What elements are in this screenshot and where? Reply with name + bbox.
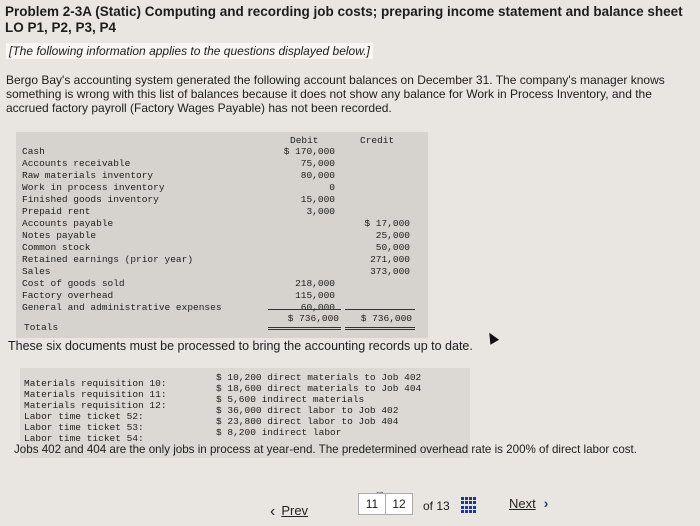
credit-amount: 373,000 bbox=[370, 266, 410, 277]
chevron-left-icon: ‹ bbox=[270, 503, 276, 520]
credit-amount: 271,000 bbox=[370, 254, 410, 265]
total-credit: $ 736,000 bbox=[360, 313, 412, 324]
grid-icon[interactable] bbox=[461, 497, 477, 513]
prev-button[interactable] bbox=[270, 503, 308, 521]
account-name: Finished goods inventory bbox=[22, 194, 159, 205]
debit-amount: 60,000 bbox=[300, 302, 335, 313]
next-label: Next bbox=[509, 496, 536, 511]
document-label: Materials requisition 10: bbox=[24, 378, 167, 389]
debit-amount bbox=[260, 254, 335, 266]
credit-amount bbox=[335, 206, 410, 218]
credit-amount: 50,000 bbox=[375, 242, 410, 253]
debit-amount: 3,000 bbox=[306, 206, 335, 217]
debit-header: Debit bbox=[290, 135, 319, 146]
intro-paragraph: Bergo Bay's accounting system generated the following account balances on December 31. The company's manager knows something is wrong with this list of balances because it does not show any balance for Work in Process Inventory, and the accrued factory payroll (Factory Wages Payable) has not been recorded. bbox=[6, 73, 665, 115]
document-labels bbox=[24, 378, 167, 444]
account-name: General and administrative expenses bbox=[22, 302, 222, 313]
credit-header: Credit bbox=[360, 135, 395, 146]
debit-column bbox=[260, 146, 335, 314]
account-name: Retained earnings (prior year) bbox=[22, 254, 194, 265]
page-selector bbox=[358, 493, 413, 515]
account-name: Cost of goods sold bbox=[22, 278, 125, 289]
account-name: Notes payable bbox=[22, 230, 97, 241]
debit-subtotal-rule bbox=[268, 309, 341, 310]
debit-amount: 0 bbox=[329, 182, 335, 193]
document-value: $ 8,200 indirect labor bbox=[216, 427, 342, 438]
debit-amount: 218,000 bbox=[295, 278, 335, 289]
account-name: Accounts receivable bbox=[22, 158, 131, 169]
account-name: Raw materials inventory bbox=[22, 170, 154, 181]
credit-amount bbox=[335, 278, 410, 290]
document-value: $ 36,000 direct labor to Job 402 bbox=[216, 405, 399, 416]
jobs-note: Jobs 402 and 404 are the only jobs in process at year-end. The predetermined overhead rate is 200% of direct labor cost. bbox=[14, 443, 637, 456]
debit-amount bbox=[260, 230, 335, 242]
document-value: $ 18,600 direct materials to Job 404 bbox=[216, 383, 422, 394]
debit-amount: $ 170,000 bbox=[283, 146, 335, 157]
document-value: $ 23,800 direct labor to Job 404 bbox=[216, 416, 399, 427]
account-name: Work in process inventory bbox=[22, 182, 165, 193]
document-label: Labor time ticket 54: bbox=[24, 433, 144, 444]
total-debit: $ 736,000 bbox=[287, 313, 339, 324]
page-button[interactable]: 12 bbox=[386, 493, 413, 515]
mouse-cursor-icon bbox=[485, 330, 499, 345]
debit-total-double-rule bbox=[268, 327, 341, 330]
document-label: Materials requisition 11: bbox=[24, 389, 167, 400]
problem-title: Problem 2-3A (Static) Computing and recording job costs; preparing income statement and balance sheet LO P1, P2, P3, P4 bbox=[5, 4, 683, 35]
account-name: Common stock bbox=[22, 242, 91, 253]
document-label: Labor time ticket 53: bbox=[24, 422, 144, 433]
info-note: [The following information applies to the questions displayed below.] bbox=[6, 43, 373, 59]
debit-amount bbox=[260, 242, 335, 254]
document-values bbox=[216, 372, 421, 438]
document-label: Labor time ticket 52: bbox=[24, 411, 144, 422]
credit-amount bbox=[335, 194, 410, 206]
credit-amount bbox=[335, 158, 410, 170]
debit-amount: 80,000 bbox=[300, 170, 335, 181]
page-button[interactable]: 11 bbox=[358, 493, 386, 515]
account-list bbox=[22, 146, 222, 314]
account-name: Sales bbox=[22, 266, 51, 277]
page-count: of 13 bbox=[423, 499, 450, 513]
six-documents-text: These six documents must be processed to bring the accounting records up to date. bbox=[8, 339, 473, 353]
account-name: Factory overhead bbox=[22, 290, 114, 301]
debit-amount: 115,000 bbox=[295, 290, 335, 301]
credit-total-double-rule bbox=[345, 327, 415, 330]
document-value: $ 5,600 indirect materials bbox=[216, 394, 365, 405]
debit-amount bbox=[260, 266, 335, 278]
credit-subtotal-rule bbox=[345, 309, 415, 310]
next-button[interactable] bbox=[509, 495, 548, 511]
debit-amount: 75,000 bbox=[300, 158, 335, 169]
document-label: Materials requisition 12: bbox=[24, 400, 167, 411]
credit-amount bbox=[335, 182, 410, 194]
totals-label: Totals bbox=[24, 322, 59, 333]
navigation-bar bbox=[0, 485, 700, 526]
chevron-right-icon: › bbox=[543, 495, 549, 511]
account-name: Accounts payable bbox=[22, 218, 114, 229]
account-name: Prepaid rent bbox=[22, 206, 91, 217]
prev-label: Prev bbox=[281, 503, 309, 518]
credit-amount: 25,000 bbox=[375, 230, 410, 241]
credit-amount bbox=[335, 170, 410, 182]
credit-column bbox=[335, 146, 410, 314]
credit-amount: $ 17,000 bbox=[364, 218, 410, 229]
credit-amount bbox=[335, 290, 410, 302]
credit-amount bbox=[335, 146, 410, 158]
document-value: $ 10,200 direct materials to Job 402 bbox=[216, 372, 422, 383]
debit-amount bbox=[260, 218, 335, 230]
debit-amount: 15,000 bbox=[300, 194, 335, 205]
account-name: Cash bbox=[22, 146, 45, 157]
